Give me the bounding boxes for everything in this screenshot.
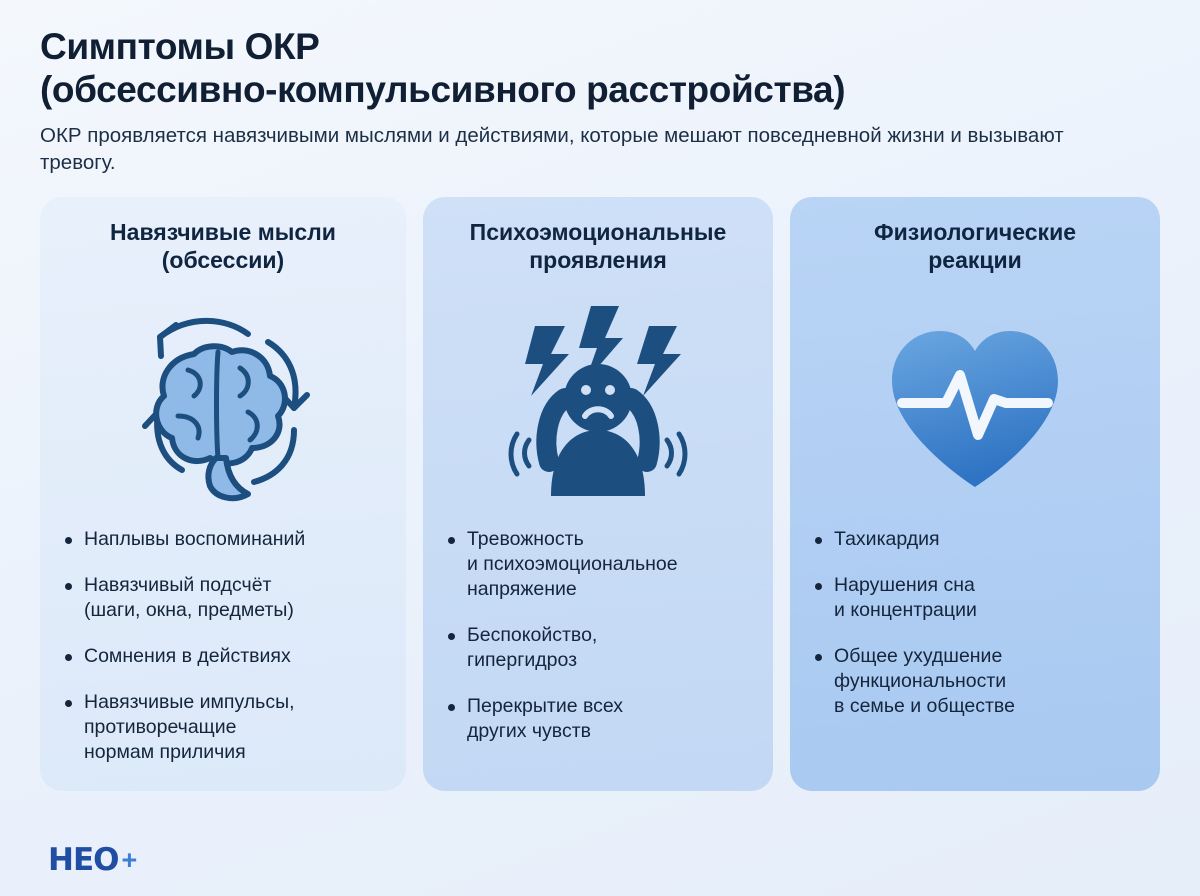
- list-item-sub: и концентрации: [834, 599, 977, 622]
- card-physiological-title-line-2: реакции: [928, 246, 1022, 273]
- card-psychoemotional-title-line-2: проявления: [529, 246, 667, 273]
- list-item: [62, 644, 384, 669]
- brand-logo-plus-icon: +: [121, 844, 138, 875]
- list-item: [445, 623, 751, 673]
- list-item: [812, 644, 1138, 719]
- page-title-line-2: (обсессивно-компульсивного расстройства): [40, 68, 846, 110]
- list-item-sub: других чувств: [466, 719, 591, 742]
- card-obsessions-list: [62, 527, 384, 765]
- heart-pulse-icon: [850, 295, 1100, 510]
- brand-logo: [48, 842, 137, 878]
- list-item-main: Тревожность: [466, 528, 584, 551]
- list-item-sub: функциональности: [834, 669, 1007, 692]
- card-psychoemotional-list: [445, 527, 751, 744]
- brand-logo-text: НЕО: [48, 842, 119, 878]
- brain-icon-wrap: [62, 277, 384, 527]
- stressed-person-icon: [473, 290, 723, 515]
- brain-icon: [98, 292, 348, 512]
- card-psychoemotional-title: [445, 219, 751, 277]
- page-subtitle-line-1: ОКР проявляется навязчивыми мыслями и действиями, которые мешают: [40, 123, 742, 147]
- list-item-main: Навязчивые импульсы,: [84, 690, 295, 713]
- card-obsessions-title: [62, 219, 384, 277]
- page-subtitle-line-2: повседневной жизни и вызывают тревогу.: [40, 123, 1064, 175]
- list-item-main: Навязчивый подсчёт: [84, 574, 272, 597]
- list-item-sub: и психоэмоциональное: [466, 553, 678, 576]
- list-item-main: Беспокойство,: [466, 624, 598, 647]
- list-item: [445, 694, 751, 744]
- heart-pulse-icon-wrap: [812, 277, 1138, 527]
- list-item-sub2: нормам приличия: [84, 740, 246, 763]
- list-item-sub2: в семье и обществе: [834, 694, 1015, 717]
- page-subtitle: [40, 122, 1080, 177]
- card-psychoemotional-title-line-1: Психоэмоциональные: [469, 219, 727, 246]
- list-item-main: Сомнения в действиях: [84, 645, 291, 668]
- list-item: [62, 690, 384, 765]
- page-title-line-1: Симптомы ОКР: [40, 26, 320, 67]
- list-item-main: Тахикардия: [834, 528, 940, 551]
- list-item: [445, 527, 751, 602]
- list-item-main: Нарушения сна: [834, 574, 975, 597]
- card-obsessions: [40, 197, 406, 791]
- list-item: [812, 527, 1138, 552]
- list-item-sub: (шаги, окна, предметы): [84, 599, 294, 622]
- card-physiological: [790, 197, 1160, 791]
- card-psychoemotional: [423, 197, 773, 791]
- list-item: [62, 527, 384, 552]
- card-physiological-title-line-1: Физиологические: [874, 219, 1076, 246]
- list-item-sub2: напряжение: [466, 578, 577, 601]
- list-item-main: Перекрытие всех: [466, 694, 624, 717]
- list-item: [62, 573, 384, 623]
- card-obsessions-title-line-2: (обсессии): [161, 246, 285, 273]
- list-item: [812, 573, 1138, 623]
- card-physiological-title: [812, 219, 1138, 277]
- list-item-sub: гипергидроз: [466, 648, 578, 671]
- card-physiological-list: [812, 527, 1138, 719]
- list-item-main: Наплывы воспоминаний: [84, 528, 306, 551]
- stressed-person-icon-wrap: [445, 277, 751, 527]
- page-title: [40, 26, 1160, 112]
- cards-row: [40, 197, 1160, 791]
- list-item-main: Общее ухудшение: [834, 645, 1003, 668]
- card-obsessions-title-line-1: Навязчивые мысли: [110, 219, 336, 246]
- list-item-sub: противоречащие: [84, 715, 237, 738]
